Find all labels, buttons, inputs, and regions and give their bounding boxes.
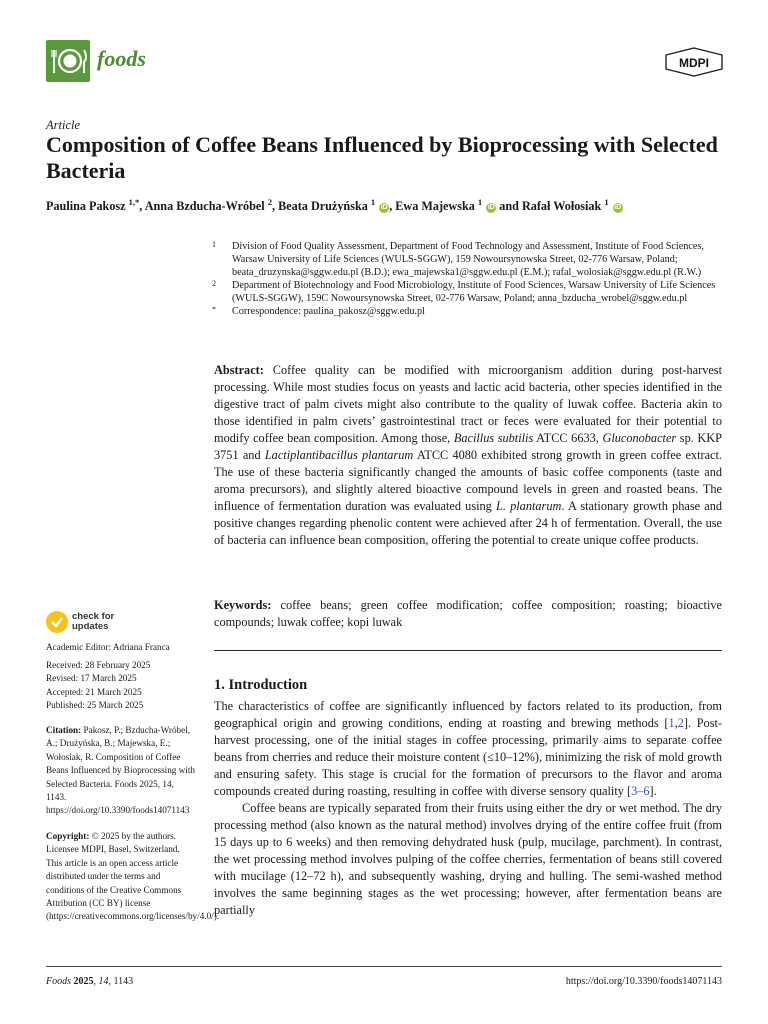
abstract-label: Abstract: — [214, 363, 264, 377]
paragraph: Coffee beans are typically separated from their fruits using either the dry or wet method. The dry processing method (also known as the natural method) involves drying of the entire coffee fruit (from 15 days up to 6 weeks) and then removing dehydrated husk (pulp, mucilage, parchment). In contrast, the wet processing method involves pulping of the coffee cherries, fermentation of beans still covered with mucilage (12–72 h), and subsequently washing, drying and hulling. The semi-washed method involves the same beginning stages as the wet processing; however, after fermentation beans are partially — [214, 801, 722, 917]
academic-editor: Academic Editor: Adriana Franca — [46, 642, 170, 652]
footer-year: 2025 — [73, 976, 94, 987]
section-divider — [214, 650, 722, 651]
affiliation-item — [212, 305, 724, 318]
keywords-label: Keywords: — [214, 598, 272, 612]
author-affiliation-marker: 2 — [267, 196, 273, 207]
author-affiliation-marker: 1 — [370, 196, 376, 207]
reference-link[interactable]: 2 — [677, 716, 684, 730]
reference-link[interactable]: 1 — [668, 716, 675, 730]
author-name[interactable]: Rafał Wołosiak — [521, 199, 602, 213]
date-item: Received: 28 February 2025 — [46, 660, 151, 670]
author[interactable] — [278, 196, 389, 213]
citation-label: Citation: — [46, 725, 82, 735]
paper-title: Composition of Coffee Beans Influenced by Bioprocessing with Selected Bacteria — [46, 132, 718, 183]
date-item: Revised: 17 March 2025 — [46, 673, 137, 684]
orcid-icon[interactable]: iD — [380, 204, 388, 211]
author-name[interactable]: Ewa Majewska — [395, 199, 475, 213]
paragraph: The characteristics of coffee are significantly influenced by factors related to its production, from geographical origin and growing conditions, ending at roasting and brewing methods [1,2]. Post-harvest processing, one of the initial stages in coffee processing, primarily aims to separate coffee beans from cherries and reduce their moisture content (≤10–12%), minimizing the risk of mold growth and ensuring safety. This stage is crucial for the formation of precursors to the flavor and aroma compounds created during roasting, resulting in coffee with diverse sensory quality [3–6]. — [214, 699, 723, 798]
check-for-updates-button[interactable] — [46, 611, 156, 637]
affiliation-list — [212, 240, 724, 318]
check-for-updates-label — [72, 612, 114, 632]
author[interactable] — [395, 196, 496, 213]
affiliation-item — [212, 240, 724, 279]
footer-volume: 14 — [98, 976, 109, 987]
introduction-body — [214, 698, 722, 919]
plate-fork-icon — [46, 40, 90, 82]
species-name: L. plantarum — [496, 499, 562, 513]
affiliation-marker: 2 — [212, 279, 216, 288]
author-affiliation-marker: 1,* — [128, 196, 140, 207]
footer-divider — [46, 966, 722, 967]
affiliation-text: Correspondence: paulina_pakosz@sggw.edu.pl — [232, 306, 425, 317]
copyright-block — [46, 830, 220, 924]
author-list: Paulina Pakosz $^{1,*}$, Anna Bzducha-Wróbel $^2$, Beata Drużyńska $^1$ iD , Ewa Majewska $^1$ iD and Rafał Wołosiak $^1$ iD — [46, 196, 622, 213]
author-affiliation-marker: 1 — [477, 196, 483, 207]
affiliation-text: Division of Food Quality Assessment, Department of Food Technology and Assessment, Institute of Food Sciences, Warsaw University of Life Sciences (WULS-SGGW), 159 Nowoursynowska Street, 02-776 Warsaw, Poland; beata_druzynska@sggw.edu.pl (B.D.); ewa_majewska1@sggw.edu.pl (E.M.); rafal_wolosiak@sggw.edu.pl (R.W.) — [232, 241, 704, 278]
author-name[interactable]: Beata Drużyńska — [278, 199, 368, 213]
orcid-icon[interactable]: iD — [614, 204, 622, 211]
journal-name[interactable]: foods — [97, 46, 146, 71]
check-for-updates-icon — [46, 611, 68, 633]
footer-citation: Foods 2025, 14, 1143 — [46, 976, 134, 987]
affiliation-text: Department of Biotechnology and Food Microbiology, Institute of Food Sciences, Warsaw University of Life Sciences (WULS-SGGW), 159C Nowoursynowska Street, 02-776 Warsaw, Poland; anna_bzducha_wrobel@sggw.edu.pl — [232, 280, 716, 304]
author[interactable] — [144, 196, 273, 213]
affiliation-item — [212, 279, 724, 305]
article-type: Article — [46, 118, 81, 132]
date-item: Published: 25 March 2025 — [46, 700, 144, 711]
citation-text[interactable]: Pakosz, P.; Bzducha-Wróbel, A.; Drużyńska, B.; Majewska, E.; Wołosiak, R. Composition of Coffee Beans Influenced by Bioprocessing with Selected Bacteria. Foods 2025, 14, 1143. https://doi.org/10.3390/foods14071143 — [46, 725, 196, 816]
species-name: Bacillus subtilis — [453, 431, 534, 445]
copyright-label: Copyright: — [46, 831, 90, 841]
orcid-icon[interactable]: iD — [487, 204, 495, 211]
author[interactable] — [46, 196, 140, 213]
author-affiliation-marker: 1 — [604, 196, 609, 207]
affiliation-marker: * — [212, 305, 216, 314]
publication-dates — [46, 659, 196, 713]
author-name[interactable]: Anna Bzducha-Wróbel — [144, 199, 265, 213]
author-name[interactable]: Paulina Pakosz — [46, 199, 126, 213]
section-heading-introduction: 1. Introduction — [214, 677, 308, 693]
check-label-line: check for — [72, 611, 115, 622]
reference-link[interactable]: 3–6 — [631, 784, 650, 798]
species-name: Gluconobacter — [602, 431, 677, 445]
citation-block — [46, 724, 196, 818]
affiliation-marker: 1 — [212, 240, 216, 249]
abstract-text: sp. KKP 3751 and — [214, 431, 722, 462]
abstract-text: ATCC 6633, — [533, 431, 603, 445]
check-label-line: updates — [72, 621, 109, 632]
abstract-text: . A stationary growth phase and positive changes regarding phenolic content were achieved after 24 h of fermentation. Overall, the use of bacteria can influence bean composition, offering the potential to create unique coffee products. — [214, 499, 723, 547]
journal-logo — [46, 40, 90, 82]
species-name: Lactiplantibacillus plantarum — [264, 448, 414, 462]
svg-text:MDPI: MDPI — [679, 56, 709, 70]
footer-journal: Foods — [46, 976, 71, 987]
date-item: Accepted: 21 March 2025 — [46, 686, 142, 697]
abstract-text: Coffee quality can be modified with microorganism addition during post-harvest processing. While most studies focus on yeasts and lactic acid bacteria, other species identified in the digestive tract of palm civets might also contribute to the quality of luwak coffee. Bacteria akin to those identified in palm civets’ gastrointestinal tract or feces were evaluated for their potential to modify coffee bean composition. Among those, — [214, 363, 722, 445]
mdpi-logo[interactable] — [664, 47, 724, 77]
copyright-text: © 2025 by the authors. Licensee MDPI, Basel, Switzerland. This article is an open access article distributed under the terms and conditions of the Creative Commons Attribution (CC BY) license (https://creativecommons.org/licenses/by/4.0/). — [46, 831, 220, 922]
keywords — [214, 597, 722, 631]
footer-doi-link[interactable]: https://doi.org/10.3390/foods14071143 — [565, 976, 722, 987]
footer-article-number: 1143 — [113, 976, 134, 987]
author[interactable] — [521, 196, 623, 213]
keywords-text: coffee beans; green coffee modification; coffee composition; roasting; bioactive compounds; luwak coffee; kopi luwak — [214, 598, 722, 629]
abstract — [214, 362, 722, 549]
abstract-text: ATCC 4080 exhibited strong growth in green coffee extract. The use of these bacteria significantly changed the amounts of basic coffee components (taste and aroma precursors), and slightly altered bioactive compound levels in green and roasted beans. The influence of fermentation duration was evaluated using — [214, 448, 723, 513]
